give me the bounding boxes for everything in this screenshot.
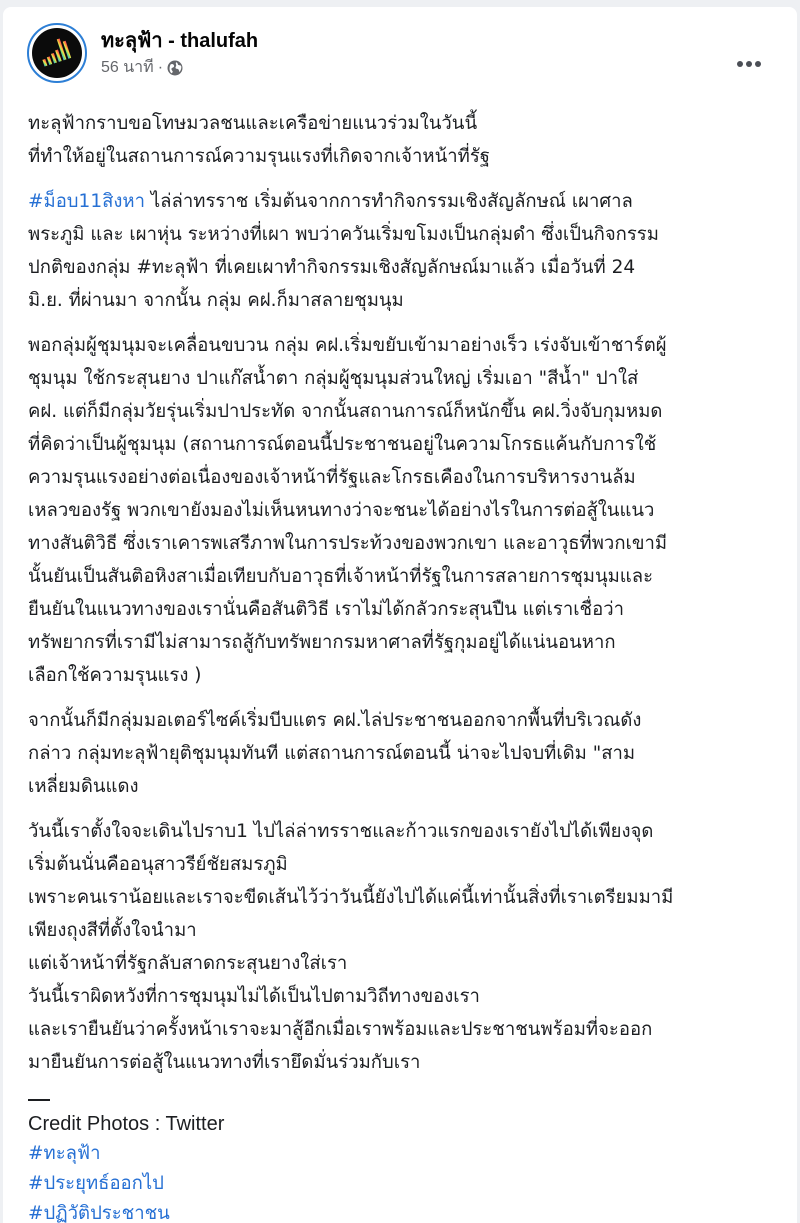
ellipsis-icon xyxy=(746,61,752,67)
paragraph-apology xyxy=(28,107,788,173)
text-line: เลือกใช้ความรุนแรง ) xyxy=(28,665,202,686)
post-header xyxy=(27,23,258,83)
text-line: เพียงถุงสีที่ตั้งใจนำมา xyxy=(28,920,197,941)
text-line: เพราะคนเราน้อยและเราจะขีดเส้นไว้ว่าวันนี้ยังไปได้แค่นี้เท่านั้นสิ่งที่เราเตรียมมามี xyxy=(28,887,674,908)
text-line: แต่เจ้าหน้าที่รัฐกลับสาดกระสุนยางใส่เรา xyxy=(28,953,348,974)
paragraph-statement xyxy=(28,815,788,1079)
text-line: จากนั้นก็มีกลุ่มมอเตอร์ไซค์เริ่มบีบแตร คฝ.ไล่ประชาชนออกจากพื้นที่บริเวณดัง xyxy=(28,710,642,731)
paragraph-dispersal xyxy=(28,704,788,803)
post-meta xyxy=(101,58,258,78)
post-card xyxy=(3,7,797,1223)
paragraph-crackdown xyxy=(28,329,788,692)
text-line: คฝ. แต่ก็มีกลุ่มวัยรุ่นเริ่มปาประทัด จากนั้นสถานการณ์ก็หนักขึ้น คฝ.วิ่งจับกุมหมด xyxy=(28,401,663,422)
credit-text: Credit Photos : Twitter xyxy=(28,1113,225,1135)
text-line: ความรุนแรงอย่างต่อเนื่องของเจ้าหน้าที่รัฐและโกรธเคืองในการบริหารงานล้ม xyxy=(28,467,636,488)
hashtag-link[interactable]: #ปฏิวัติประชาชน xyxy=(28,1203,170,1223)
text-line: ทางสันติวิธี ซึ่งเราเคารพเสรีภาพในการประท้วงของพวกเขา และอาวุธที่พวกเขามี xyxy=(28,533,668,554)
text-line: ทรัพยากรที่เรามีไม่สามารถสู้กับทรัพยากรมหาศาลที่รัฐกุมอยู่ได้แน่นอนหาก xyxy=(28,632,616,653)
post-body xyxy=(28,107,788,1223)
text-line: ยืนยันในแนวทางของเรานั่นคือสันติวิธี เราไม่ได้กลัวกระสุนปืน แต่เราเชื่อว่า xyxy=(28,599,624,620)
ellipsis-icon xyxy=(755,61,761,67)
paragraph-event-start xyxy=(28,185,788,317)
text-line: ชุมนุม ใช้กระสุนยาง ปาแก๊สน้ำตา กลุ่มผู้ชุมนุมส่วนใหญ่ เริ่มเอา "สีน้ำ" ปาใส่ xyxy=(28,368,639,389)
ellipsis-icon xyxy=(737,61,743,67)
text-line: กล่าว กลุ่มทะลุฟ้ายุติชุมนุมทันที แต่สถานการณ์ตอนนี้ น่าจะไปจบที่เดิม "สาม xyxy=(28,743,636,764)
timestamp-link[interactable]: 56 นาที xyxy=(101,59,154,76)
text-line: และเรายืนยันว่าครั้งหน้าเราจะมาสู้อีกเมื่อเราพร้อมและประชาชนพร้อมที่จะออก xyxy=(28,1019,653,1040)
hashtag-link[interactable]: #ทะลุฟ้า xyxy=(28,1143,101,1164)
text-line: เหลี่ยมดินแดง xyxy=(28,776,139,797)
text-line: ที่ทำให้อยู่ในสถานการณ์ความรุนแรงที่เกิดจากเจ้าหน้าที่รัฐ xyxy=(28,146,490,167)
more-options-button[interactable] xyxy=(731,52,767,76)
hashtag-link[interactable]: #ม็อบ11สิงหา xyxy=(28,191,145,212)
meta-separator: · xyxy=(157,59,164,76)
text-line: พอกลุ่มผู้ชุมนุมจะเคลื่อนขบวน กลุ่ม คฝ.เริ่มขยับเข้ามาอย่างเร็ว เร่งจับเข้าชาร์ตผู้ xyxy=(28,335,667,356)
text-line: วันนี้เราผิดหวังที่การชุมนุมไม่ได้เป็นไปตามวิถีทางของเรา xyxy=(28,986,480,1007)
page-name-link[interactable]: ทะลุฟ้า - thalufah xyxy=(101,30,259,52)
text-line: ทะลุฟ้ากราบขอโทษมวลชนและเครือข่ายแนวร่วมในวันนี้ xyxy=(28,113,478,134)
text-line: เหลวของรัฐ พวกเขายังมองไม่เห็นหนทางว่าจะชนะได้อย่างไรในการต่อสู้ในแนว xyxy=(28,500,655,521)
text-line: วันนี้เราตั้งใจจะเดินไปราบ1 ไปไล่ล่าทรราชและก้าวแรกของเรายังไปได้เพียงจุด xyxy=(28,821,654,842)
text-line: ที่คิดว่าเป็นผู้ชุมนุม (สถานการณ์ตอนนี้ประชาชนอยู่ในความโกรธแค้นกับการใช้ xyxy=(28,434,657,455)
avatar[interactable] xyxy=(27,23,87,83)
text-line: ปกติของกลุ่ม #ทะลุฟ้า ที่เคยเผาทำกิจกรรมเชิงสัญลักษณ์มาแล้ว เมื่อวันที่ 24 xyxy=(28,257,636,278)
divider xyxy=(28,1099,50,1101)
text-line: พระภูมิ และ เผาหุ่น ระหว่างที่เผา พบว่าควันเริ่มขโมงเป็นกลุ่มดำ ซึ่งเป็นกิจกรรม xyxy=(28,224,659,245)
text-line: นั้นยันเป็นสันติอหิงสาเมื่อเทียบกับอาวุธที่เจ้าหน้าที่รัฐในการสลายการชุมนุมและ xyxy=(28,566,654,587)
text-fragment: ไล่ล่าทรราช เริ่มต้นจากการทำกิจกรรมเชิงสัญลักษณ์ เผาศาล xyxy=(145,191,633,212)
rainbow-logo-icon xyxy=(32,28,82,78)
globe-icon[interactable] xyxy=(167,60,183,76)
text-line: มิ.ย. ที่ผ่านมา จากนั้น กลุ่ม คฝ.ก็มาสลายชุมนุม xyxy=(28,290,404,311)
hashtag-link[interactable]: #ประยุทธ์ออกไป xyxy=(28,1173,164,1194)
text-line xyxy=(28,185,788,218)
avatar-logo xyxy=(32,28,82,78)
text-line: มายืนยันการต่อสู้ในแนวทางที่เรายึดมั่นร่วมกับเรา xyxy=(28,1052,421,1073)
post-footer xyxy=(28,1109,788,1223)
text-line: เริ่มต้นนั่นคืออนุสาวรีย์ชัยสมรภูมิ xyxy=(28,854,288,875)
